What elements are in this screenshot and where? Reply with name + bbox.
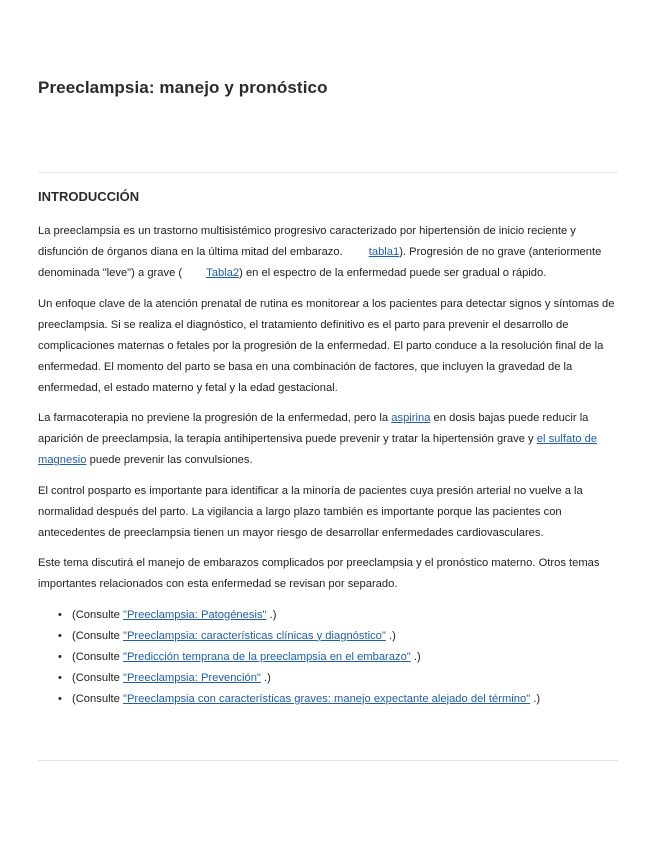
- paragraph-1: [38, 221, 618, 284]
- list-item-prefix: (Consulte: [72, 608, 123, 621]
- list-item-suffix: .): [260, 671, 271, 684]
- paragraph-1-text-b: ). Progresión de no grave (anteriormente denominada "leve") a grave (: [38, 246, 602, 279]
- bullet-icon: •: [58, 671, 62, 684]
- paragraph-3-text-c: puede prevenir las convulsiones.: [86, 454, 253, 466]
- list-item-suffix: .): [266, 608, 277, 621]
- paragraph-1-text-a: La preeclampsia es un trastorno multisistémico progresivo caracterizado por hipertensión de inicio reciente y disfunción de órganos diana en la última mitad del embarazo.: [38, 225, 576, 258]
- paragraph-2: Un enfoque clave de la atención prenatal de rutina es monitorear a los pacientes para detectar signos y síntomas de preeclampsia. Si se realiza el diagnóstico, el tratamiento definitivo es el parto para prevenir el desarrollo de complicaciones maternas o fetales por la progresión de la enfermedad. El parto conduce a la resolución final de la enfermedad. El momento del parto se basa en una combinación de factores, que incluyen la gravedad de la enfermedad, el estado materno y fetal y la edad gestacional.: [38, 297, 615, 394]
- bullet-icon: •: [58, 650, 62, 663]
- paragraph-3: [38, 408, 618, 471]
- link-manejo-expectante[interactable]: "Preeclampsia con características graves: manejo expectante alejado del término": [123, 692, 531, 705]
- list-item: [38, 605, 618, 626]
- list-item-suffix: .): [530, 692, 541, 705]
- link-patogenesis[interactable]: "Preeclampsia: Patogénesis": [123, 608, 267, 621]
- list-item: [38, 626, 618, 647]
- paragraph-3-text-b: en dosis bajas puede reducir la aparición de preeclampsia, la terapia antihipertensiva puede prevenir y tratar la hipertensión grave y: [38, 412, 589, 445]
- divider-top: [38, 172, 618, 173]
- page-title: Preeclampsia: manejo y pronóstico: [38, 78, 328, 97]
- paragraph-3-text-a: La farmacoterapia no previene la progresión de la enfermedad, pero la: [38, 412, 392, 424]
- list-item: [38, 647, 618, 668]
- list-item-suffix: .): [385, 629, 396, 642]
- link-tabla1[interactable]: tabla1: [368, 246, 400, 258]
- related-topics-list: [38, 605, 618, 710]
- list-item: [38, 668, 618, 689]
- paragraph-4: El control posparto es importante para identificar a la minoría de pacientes cuya presión arterial no vuelve a la normalidad después del parto. La vigilancia a largo plazo también es importante porque las pacientes con antecedentes de preeclampsia tienen un mayor riesgo de desarrollar enfermedades cardiovasculares.: [38, 484, 583, 539]
- link-aspirina[interactable]: aspirina: [391, 412, 431, 424]
- list-item-prefix: (Consulte: [72, 650, 123, 663]
- link-prevencion[interactable]: "Preeclampsia: Prevención": [123, 671, 261, 684]
- list-item-prefix: (Consulte: [72, 671, 123, 684]
- bullet-icon: •: [58, 629, 62, 642]
- list-item-suffix: .): [410, 650, 421, 663]
- link-prediccion-temprana[interactable]: "Predicción temprana de la preeclampsia en el embarazo": [123, 650, 411, 663]
- list-item-prefix: (Consulte: [72, 692, 123, 705]
- paragraph-1-text-c: ) en el espectro de la enfermedad puede ser gradual o rápido.: [239, 267, 547, 279]
- section-body: [38, 221, 618, 710]
- bullet-icon: •: [58, 608, 62, 621]
- link-tabla2[interactable]: Tabla2: [206, 267, 240, 279]
- paragraph-5: Este tema discutirá el manejo de embarazos complicados por preeclampsia y el pronóstico materno. Otros temas importantes relacionados con esta enfermedad se revisan por separado.: [38, 557, 600, 590]
- list-item-prefix: (Consulte: [72, 629, 123, 642]
- link-sulfato-de-magnesio[interactable]: el sulfato de magnesio: [38, 433, 598, 466]
- bullet-icon: •: [58, 692, 62, 705]
- list-item: [38, 689, 618, 710]
- divider-bottom: [38, 760, 618, 761]
- link-caracteristicas-clinicas[interactable]: "Preeclampsia: características clínicas y diagnóstico": [123, 629, 386, 642]
- section-heading-introduccion: INTRODUCCIÓN: [38, 189, 140, 204]
